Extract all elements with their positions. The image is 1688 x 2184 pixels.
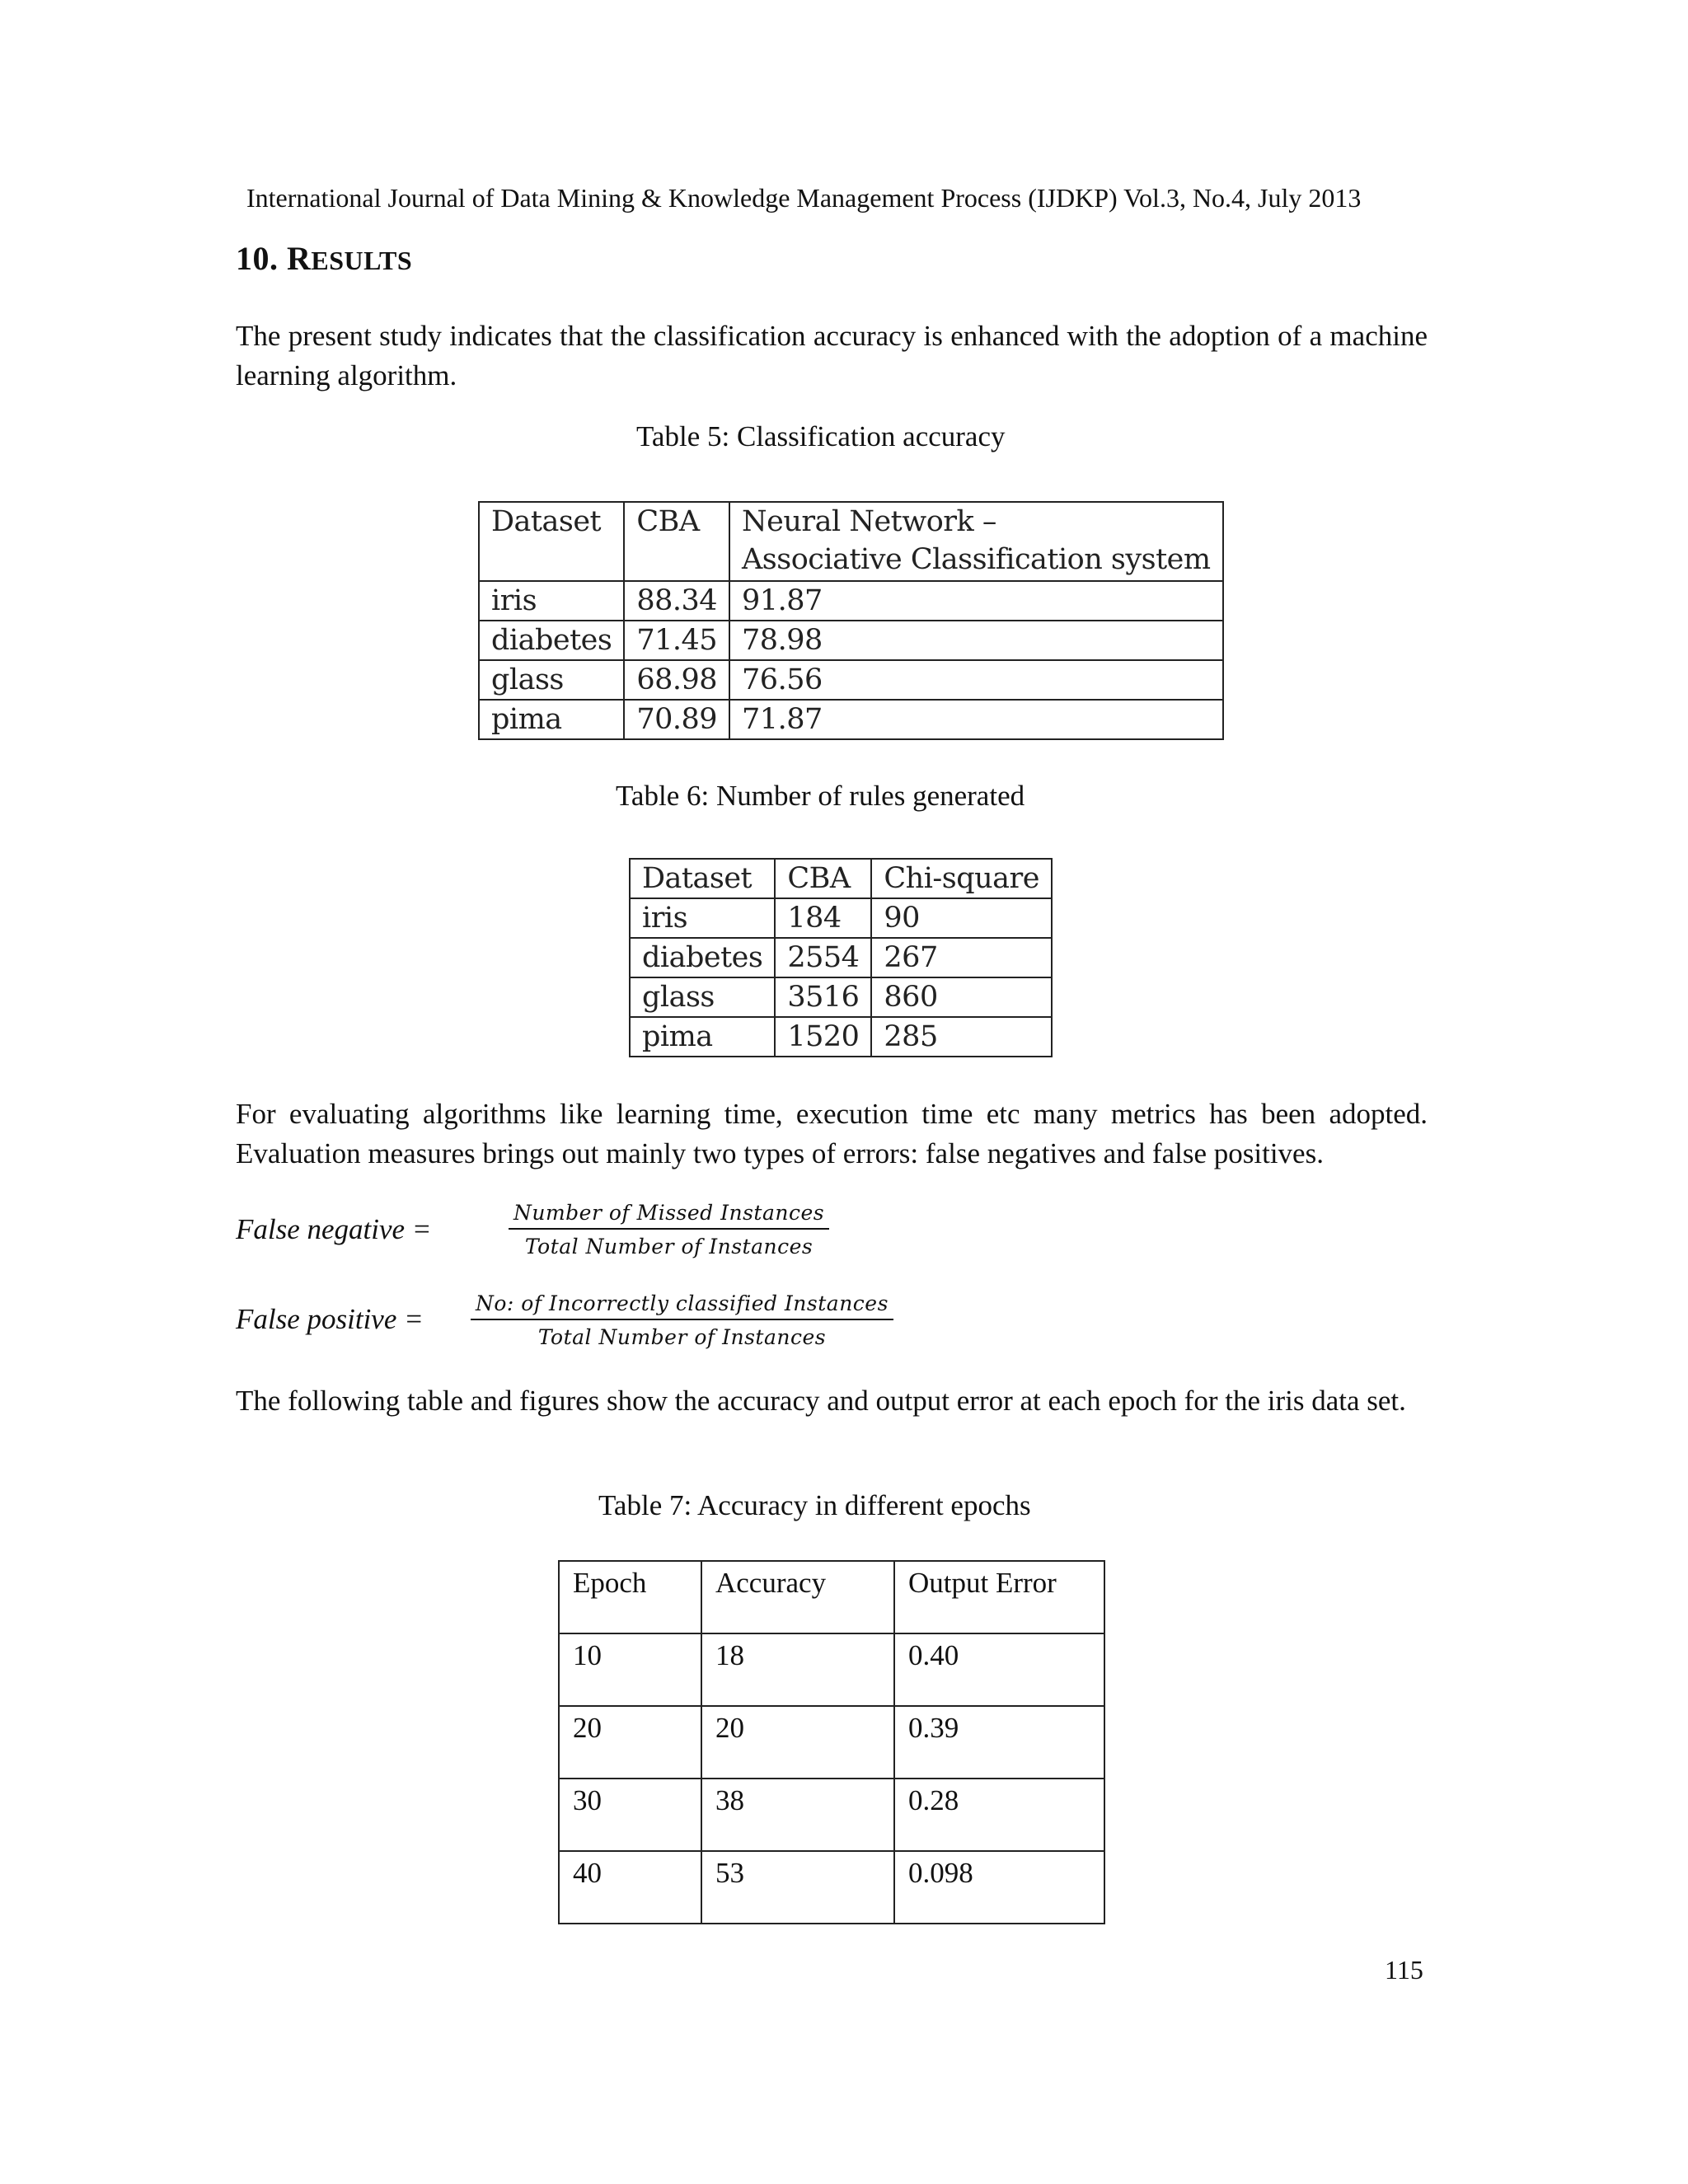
table7-caption: Table 7: Accuracy in different epochs <box>598 1489 1031 1521</box>
table-header-cell: Chi-square <box>871 859 1052 898</box>
table-cell: 90 <box>871 898 1052 938</box>
table-header-cell: CBA <box>624 502 729 581</box>
table-cell: 71.45 <box>624 621 729 660</box>
table-cell: 184 <box>775 898 871 938</box>
table-row <box>479 700 1223 739</box>
table-row <box>630 898 1052 938</box>
page-number: 115 <box>1385 1955 1423 1985</box>
table-cell: 20 <box>559 1706 701 1779</box>
table-header-row <box>630 859 1052 898</box>
table-cell: 0.28 <box>894 1779 1104 1851</box>
running-header: International Journal of Data Mining & Knowledge Management Process (IJDKP) Vol.3, No.4, July 2013 <box>246 183 1362 213</box>
table-header-cell: Output Error <box>894 1561 1104 1633</box>
table-cell: glass <box>630 977 775 1017</box>
table-row <box>630 977 1052 1017</box>
table-cell: 3516 <box>775 977 871 1017</box>
table-cell: 78.98 <box>729 621 1223 660</box>
table5-classification-accuracy <box>478 501 1224 740</box>
table-cell: 40 <box>559 1851 701 1924</box>
false-negative-label: False negative = <box>236 1213 432 1245</box>
table-header-cell: Dataset <box>479 502 624 581</box>
table-cell: iris <box>479 581 624 621</box>
header-line-2: Associative Classification system <box>742 543 1211 576</box>
table-cell: 1520 <box>775 1017 871 1057</box>
table-header-cell: CBA <box>775 859 871 898</box>
table-cell: 38 <box>701 1779 894 1851</box>
table-cell: diabetes <box>479 621 624 660</box>
table-cell: pima <box>479 700 624 739</box>
table-row <box>559 1633 1104 1706</box>
table-cell: 0.098 <box>894 1851 1104 1924</box>
table-cell: 71.87 <box>729 700 1223 739</box>
table-row <box>479 581 1223 621</box>
false-negative-fraction <box>509 1201 829 1258</box>
table-cell: 70.89 <box>624 700 729 739</box>
table-row <box>559 1779 1104 1851</box>
section-title: ESULTS <box>311 246 413 275</box>
table-cell: 53 <box>701 1851 894 1924</box>
table-header-cell: Accuracy <box>701 1561 894 1633</box>
table6-rules-generated <box>629 858 1053 1057</box>
table-cell: 10 <box>559 1633 701 1706</box>
false-negative-denominator: Total Number of Instances <box>524 1235 814 1258</box>
false-positive-label: False positive = <box>236 1303 424 1335</box>
table-cell: 76.56 <box>729 660 1223 700</box>
table-cell: 30 <box>559 1779 701 1851</box>
table-cell: 18 <box>701 1633 894 1706</box>
metrics-paragraph: For evaluating algorithms like learning time, execution time etc many metrics has been adopted. Evaluation measures brings out mainly two types of errors: false negatives and false positives. <box>236 1098 1428 1169</box>
table-cell: iris <box>630 898 775 938</box>
header-line-1: Neural Network – <box>742 505 996 538</box>
table-header-row <box>479 502 1223 581</box>
table-header-cell <box>729 502 1223 581</box>
table-header-row <box>559 1561 1104 1633</box>
table-row <box>630 938 1052 977</box>
false-positive-numerator: No: of Incorrectly classified Instances <box>471 1291 893 1320</box>
section-heading <box>236 239 412 278</box>
table6-caption: Table 6: Number of rules generated <box>616 780 1025 812</box>
table-cell: glass <box>479 660 624 700</box>
table-cell: 91.87 <box>729 581 1223 621</box>
table-cell: 0.40 <box>894 1633 1104 1706</box>
table-row <box>630 1017 1052 1057</box>
table5-caption: Table 5: Classification accuracy <box>636 420 1006 452</box>
false-positive-fraction <box>471 1291 893 1349</box>
section-number: 10. R <box>236 240 312 277</box>
table-cell: 20 <box>701 1706 894 1779</box>
table-row <box>559 1706 1104 1779</box>
epochs-paragraph: The following table and figures show the accuracy and output error at each epoch for the iris data set. <box>236 1385 1406 1417</box>
table-row <box>479 660 1223 700</box>
table-header-cell: Epoch <box>559 1561 701 1633</box>
table-header-cell: Dataset <box>630 859 775 898</box>
table-row <box>479 621 1223 660</box>
table-cell: pima <box>630 1017 775 1057</box>
false-positive-denominator: Total Number of Instances <box>537 1325 827 1349</box>
table-cell: 860 <box>871 977 1052 1017</box>
intro-paragraph: The present study indicates that the classification accuracy is enhanced with the adoption of a machine learning algorithm. <box>236 320 1428 391</box>
false-negative-numerator: Number of Missed Instances <box>509 1201 829 1230</box>
table-cell: 2554 <box>775 938 871 977</box>
table7-epoch-accuracy <box>558 1560 1105 1924</box>
table-cell: 0.39 <box>894 1706 1104 1779</box>
table-cell: 88.34 <box>624 581 729 621</box>
table-row <box>559 1851 1104 1924</box>
table-cell: diabetes <box>630 938 775 977</box>
table-cell: 285 <box>871 1017 1052 1057</box>
table-cell: 267 <box>871 938 1052 977</box>
table-cell: 68.98 <box>624 660 729 700</box>
